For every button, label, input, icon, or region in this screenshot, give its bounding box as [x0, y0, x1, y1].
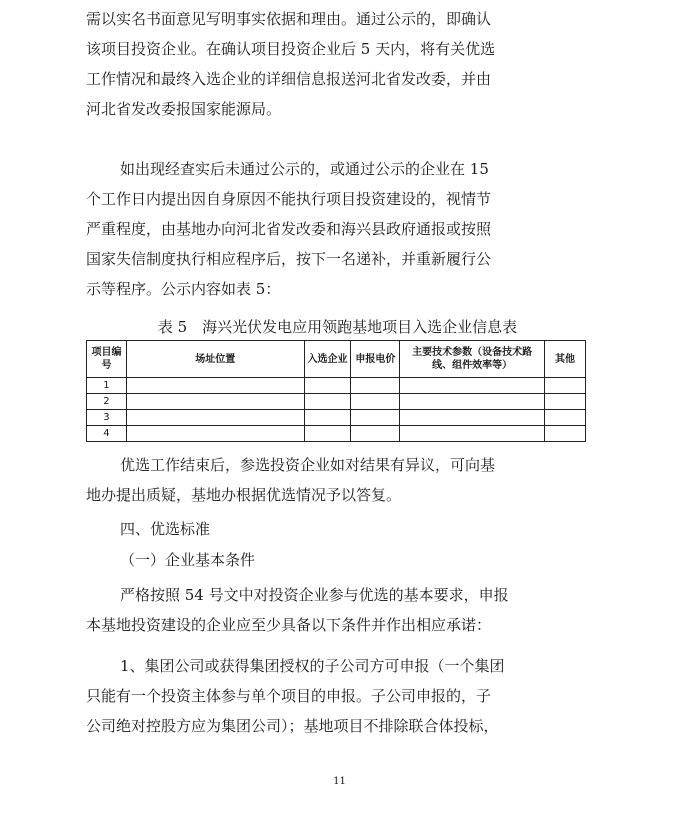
- table-cell: 3: [87, 410, 127, 426]
- text-line: 1、集团公司或获得集团授权的子公司方可申报（一个集团: [120, 657, 505, 675]
- text-line: 国家失信制度执行相应程序后，按下一名递补，并重新履行公: [86, 250, 492, 268]
- table-row: [87, 410, 586, 426]
- paragraph-basic-requirements: [86, 580, 589, 640]
- paragraph-replacement-rule: [86, 154, 589, 304]
- table-cell: [304, 394, 351, 410]
- table-header-row: [87, 341, 586, 378]
- table-cell: [304, 378, 351, 394]
- subsection-heading: （一）企业基本条件: [120, 551, 256, 569]
- col-header-declared-price: 申报电价: [351, 341, 400, 378]
- table-cell: [126, 394, 304, 410]
- table-cell: [126, 378, 304, 394]
- col-header-site-location: 场址位置: [126, 341, 304, 378]
- text-line: 地办提出质疑，基地办根据优选情况予以答复。: [86, 486, 402, 504]
- table-cell: [304, 410, 351, 426]
- table-cell: 4: [87, 426, 127, 442]
- text-line: 如出现经查实后未通过公示的，或通过公示的企业在 15: [120, 160, 489, 178]
- table-cell: [351, 426, 400, 442]
- table-cell: [400, 378, 545, 394]
- table-cell: [400, 394, 545, 410]
- text-line: 该项目投资企业。在确认项目投资企业后 5 天内，将有关优选: [86, 40, 496, 58]
- table-cell: [351, 378, 400, 394]
- text-line: 优选工作结束后，参选投资企业如对结果有异议，可向基: [120, 456, 496, 474]
- table-cell: [545, 394, 586, 410]
- table-cell: [545, 410, 586, 426]
- text-line: 只能有一个投资主体参与单个项目的申报。子公司申报的，子: [86, 687, 492, 705]
- text-line: 个工作日内提出因自身原因不能执行项目投资建设的，视情节: [86, 190, 492, 208]
- col-header-technical-params: 主要技术参数（设备技术路线、组件效率等）: [400, 341, 545, 378]
- table-cell: 1: [87, 378, 127, 394]
- paragraph-condition-1: [86, 651, 589, 741]
- section-heading: 四、优选标准: [120, 520, 211, 538]
- col-header-other: 其他: [545, 341, 586, 378]
- table-cell: [126, 426, 304, 442]
- page-number: 11: [333, 776, 346, 787]
- table-cell: [304, 426, 351, 442]
- table-row: [87, 378, 586, 394]
- paragraph-objection-handling: [86, 450, 589, 510]
- paragraph-public-notice-result: [86, 4, 589, 124]
- text-line: 工作情况和最终入选企业的详细信息报送河北省发改委，并由: [86, 70, 492, 88]
- text-line: 公司绝对控股方应为集团公司）；基地项目不排除联合体投标，: [86, 717, 499, 735]
- table-row: [87, 426, 586, 442]
- text-line: 本基地投资建设的企业应至少具备以下条件并作出相应承诺：: [86, 616, 492, 634]
- table-cell: [400, 426, 545, 442]
- table-cell: [126, 410, 304, 426]
- text-line: 需以实名书面意见写明事实依据和理由。通过公示的，即确认: [86, 10, 492, 28]
- col-header-project-number: 项目编号: [87, 341, 127, 378]
- table-cell: [545, 426, 586, 442]
- text-line: 严格按照 54 号文中对投资企业参与优选的基本要求，申报: [120, 586, 509, 604]
- table-caption: 表 5 海兴光伏发电应用领跑基地项目入选企业信息表: [157, 318, 518, 336]
- table-cell: [351, 410, 400, 426]
- text-line: 示等程序。公示内容如表 5：: [86, 280, 281, 298]
- text-line: 河北省发改委报国家能源局。: [86, 100, 282, 118]
- text-line: 严重程度，由基地办向河北省发改委和海兴县政府通报或按照: [86, 220, 492, 238]
- table-cell: [545, 378, 586, 394]
- table-cell: 2: [87, 394, 127, 410]
- table-cell: [351, 394, 400, 410]
- table-cell: [400, 410, 545, 426]
- table-row: [87, 394, 586, 410]
- col-header-selected-enterprise: 入选企业: [304, 341, 351, 378]
- selected-enterprise-table: [86, 340, 586, 442]
